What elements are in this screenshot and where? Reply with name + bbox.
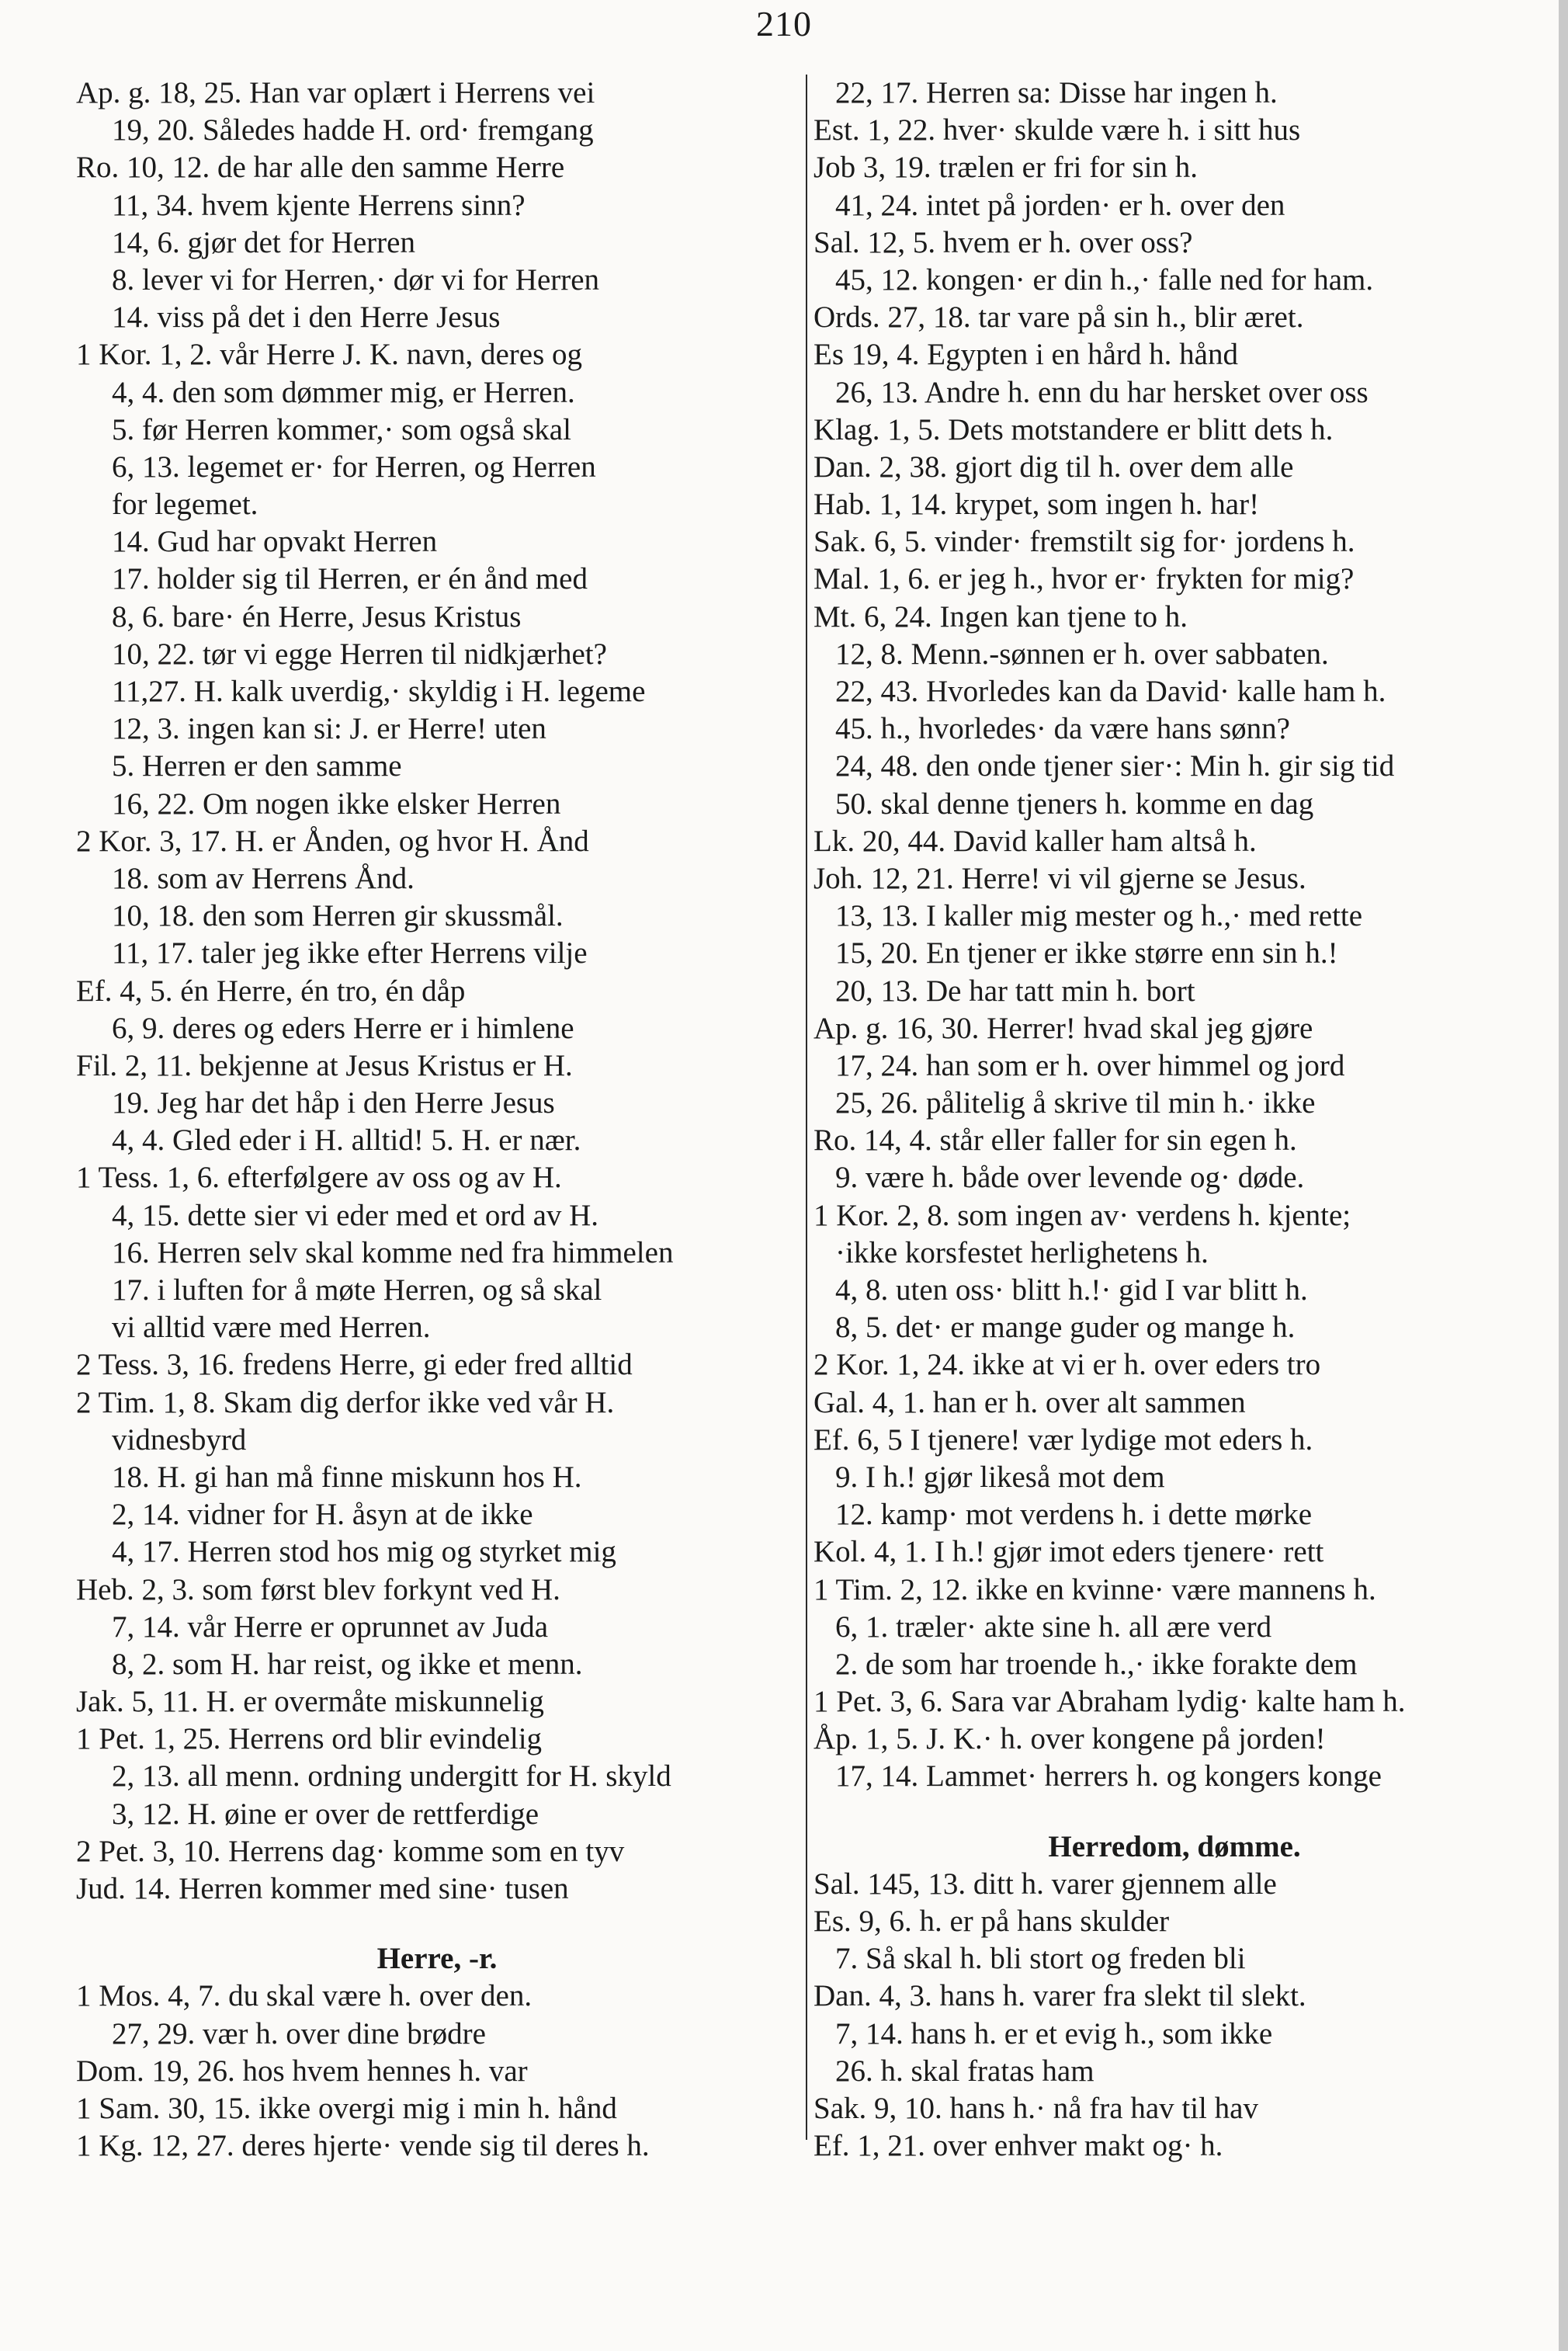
index-entry: 8, 2. som H. har reist, og ikke et menn. [112, 1647, 583, 1681]
index-entry: Sal. 12, 5. hvem er h. over oss? [813, 225, 1193, 259]
index-entry: Ro. 10, 12. de har alle den samme Herre [76, 151, 565, 185]
index-entry: Joh. 12, 21. Herre! vi vil gjerne se Jesus. [813, 861, 1306, 895]
index-entry: 4, 15. dette sier vi eder med et ord av H. [112, 1198, 599, 1232]
index-entry: Ap. g. 18, 25. Han var oplært i Herrens vei [76, 76, 595, 109]
index-entry: 2 Kor. 1, 24. ikke at vi er h. over eders tro [813, 1348, 1321, 1382]
index-entry: 6, 1. træler· akte sine h. all ære verd [835, 1610, 1272, 1644]
index-entry: Jud. 14. Herren kommer med sine· tusen [76, 1872, 569, 1905]
index-entry: 1 Kor. 2, 8. som ingen av· verdens h. kjente; [813, 1198, 1351, 1232]
index-entry: 4, 8. uten oss· blitt h.!· gid I var blitt h. [835, 1273, 1308, 1307]
index-entry: 10, 22. tør vi egge Herren til nidkjærhet? [112, 637, 607, 671]
index-entry: 2 Pet. 3, 10. Herrens dag· komme som en tyv [76, 1834, 625, 1868]
index-entry: 11, 34. hvem kjente Herrens sinn? [112, 188, 526, 222]
index-entry: Job 3, 19. trælen er fri for sin h. [813, 151, 1199, 185]
index-entry: ·ikke korsfestet herlighetens h. [835, 1235, 1209, 1269]
index-entry: 25, 26. pålitelig å skrive til min h.· ikke [835, 1086, 1316, 1120]
index-entry: 1 Kg. 12, 27. deres hjerte· vende sig til deres h. [76, 2129, 650, 2163]
index-entry: 2 Tess. 3, 16. fredens Herre, gi eder fred alltid [76, 1348, 633, 1382]
index-entry: 26. h. skal fratas ham [835, 2054, 1094, 2088]
section-gap [813, 1796, 1535, 1828]
index-entry: 26, 13. Andre h. enn du har hersket over oss [835, 375, 1369, 409]
index-entry: 3, 12. H. øine er over de rettferdige [112, 1797, 539, 1831]
index-entry: 7, 14. vår Herre er oprunnet av Juda [112, 1610, 549, 1644]
index-entry: Ro. 14, 4. står eller faller for sin egen h. [813, 1123, 1297, 1158]
section-gap [76, 1908, 798, 1940]
index-entry: 14. viss på det i den Herre Jesus [112, 300, 501, 335]
index-entry: 11, 17. taler jeg ikke efter Herrens vilje [112, 936, 588, 971]
column-divider [806, 75, 807, 2140]
index-entry: Fil. 2, 11. bekjenne at Jesus Kristus er H. [76, 1048, 573, 1082]
index-entry: 12, 8. Menn.-sønnen er h. over sabbaten. [835, 637, 1329, 671]
index-entry: for legemet. [112, 488, 258, 522]
index-entry: 16, 22. Om nogen ikke elsker Herren [112, 787, 561, 821]
index-entry: 14. Gud har opvakt Herren [112, 525, 438, 559]
index-entry: 17, 24. han som er h. over himmel og jord [835, 1048, 1345, 1082]
index-entry: 15, 20. En tjener er ikke større enn sin h.! [835, 936, 1338, 971]
index-entry: 8. lever vi for Herren,· dør vi for Herren [112, 262, 600, 297]
index-entry: 4, 17. Herren stod hos mig og styrket mig [112, 1535, 616, 1569]
index-entry: 14, 6. gjør det for Herren [112, 225, 415, 259]
index-entry: Kol. 4, 1. I h.! gjør imot eders tjenere· rett [813, 1535, 1324, 1569]
index-entry: Hab. 1, 14. krypet, som ingen h. har! [813, 488, 1260, 522]
index-entry: 4, 4. Gled eder i H. alltid! 5. H. er nær. [112, 1123, 581, 1158]
index-entry: 24, 48. den onde tjener sier·: Min h. gir sig tid [835, 749, 1395, 783]
index-entry: vi alltid være med Herren. [112, 1311, 431, 1345]
index-entry: 1 Tim. 2, 12. ikke en kvinne· være mannens h. [813, 1572, 1376, 1606]
index-entry: Lk. 20, 44. David kaller ham altså h. [813, 824, 1257, 858]
index-entry: Klag. 1, 5. Dets motstandere er blitt dets h. [813, 412, 1334, 446]
index-entry: 8, 5. det· er mange guder og mange h. [835, 1311, 1296, 1345]
index-entry: 2, 14. vidner for H. åsyn at de ikke [112, 1498, 533, 1532]
index-entry: 1 Sam. 30, 15. ikke overgi mig i min h. hånd [76, 2091, 617, 2125]
section-heading: Herre, -r. [376, 1942, 498, 1976]
index-entry: Sal. 145, 13. ditt h. varer gjennem alle [813, 1867, 1277, 1901]
index-entry: 16. Herren selv skal komme ned fra himmelen [112, 1235, 674, 1269]
index-entry: 19, 20. Således hadde H. ord· fremgang [112, 113, 594, 148]
page-edge-shadow [1559, 0, 1568, 2351]
index-entry: 1 Pet. 1, 25. Herrens ord blir evindelig [76, 1722, 543, 1756]
index-entry: Ef. 6, 5 I tjenere! vær lydige mot eders h. [813, 1422, 1313, 1457]
index-entry: Sak. 6, 5. vinder· fremstilt sig for· jordens h. [813, 525, 1355, 559]
index-entry: 2 Kor. 3, 17. H. er Ånden, og hvor H. Ånd [76, 824, 589, 858]
index-entry: 27, 29. vær h. over dine brødre [112, 2016, 486, 2051]
index-entry: 1 Kor. 1, 2. vår Herre J. K. navn, deres og [76, 338, 582, 372]
page-number: 210 [756, 4, 812, 43]
index-entry: 50. skal denne tjeners h. komme en dag [835, 787, 1314, 821]
index-entry: Es. 9, 6. h. er på hans skulder [813, 1905, 1170, 1938]
index-entry: 1 Tess. 1, 6. efterfølgere av oss og av H. [76, 1161, 562, 1195]
index-entry: Es 19, 4. Egypten i en hård h. hånd [813, 338, 1238, 372]
index-entry: 13, 13. I kaller mig mester og h.,· med rette [835, 899, 1363, 933]
index-entry: 5. Herren er den samme [112, 749, 402, 783]
right-column [813, 75, 1535, 2165]
index-entry: 4, 4. den som dømmer mig, er Herren. [112, 375, 575, 409]
index-entry: 12, 3. ingen kan si: J. er Herre! uten [112, 712, 546, 746]
index-entry: 10, 18. den som Herren gir skussmål. [112, 899, 564, 933]
index-entry: 6, 9. deres og eders Herre er i himlene [112, 1011, 574, 1045]
index-entry: 9. I h.! gjør likeså mot dem [835, 1460, 1165, 1494]
index-entry: 45. h., hvorledes· da være hans sønn? [835, 712, 1290, 746]
index-entry: 5. før Herren kommer,· som også skal [112, 412, 571, 446]
section-heading: Herredom, dømme. [1048, 1829, 1301, 1863]
index-entry: 18. H. gi han må finne miskunn hos H. [112, 1460, 582, 1494]
index-entry: Heb. 2, 3. som først blev forkynt ved H. [76, 1572, 560, 1606]
index-entry: Ef. 1, 21. over enhver makt og· h. [813, 2129, 1223, 2163]
index-entry: 11,27. H. kalk uverdig,· skyldig i H. legeme [112, 675, 646, 708]
left-column [76, 75, 798, 2165]
index-entry: 9. være h. både over levende og· døde. [835, 1161, 1305, 1195]
index-entry: 19. Jeg har det håp i den Herre Jesus [112, 1086, 555, 1120]
index-entry: 7, 14. hans h. er et evig h., som ikke [835, 2016, 1273, 2051]
index-entry: 22, 43. Hvorledes kan da David· kalle ham h. [835, 675, 1386, 708]
index-entry: 20, 13. De har tatt min h. bort [835, 974, 1195, 1008]
index-entry: 7. Så skal h. bli stort og freden bli [835, 1942, 1246, 1976]
index-entry: Ef. 4, 5. én Herre, én tro, én dåp [76, 974, 466, 1008]
index-entry: 41, 24. intet på jorden· er h. over den [835, 188, 1285, 222]
index-entry: Ords. 27, 18. tar vare på sin h., blir æret. [813, 300, 1304, 335]
index-entry: 12. kamp· mot verdens h. i dette mørke [835, 1498, 1313, 1532]
index-entry: 8, 6. bare· én Herre, Jesus Kristus [112, 599, 522, 634]
index-entry: vidnesbyrd [112, 1422, 247, 1457]
index-entry: 2 Tim. 1, 8. Skam dig derfor ikke ved vår H. [76, 1385, 615, 1419]
index-entry: 17. holder sig til Herren, er én ånd med [112, 562, 588, 596]
index-entry: 45, 12. kongen· er din h.,· falle ned for ham. [835, 262, 1374, 297]
index-entry: 18. som av Herrens Ånd. [112, 861, 415, 895]
index-entry: Ap. g. 16, 30. Herrer! hvad skal jeg gjøre [813, 1011, 1313, 1045]
index-entry: Sak. 9, 10. hans h.· nå fra hav til hav [813, 2091, 1258, 2125]
index-entry: 2, 13. all menn. ordning undergitt for H. skyld [112, 1759, 671, 1794]
index-entry: Dan. 2, 38. gjort dig til h. over dem alle [813, 450, 1294, 484]
index-entry: Jak. 5, 11. H. er overmåte miskunnelig [76, 1685, 544, 1719]
index-entry: Mt. 6, 24. Ingen kan tjene to h. [813, 599, 1188, 634]
index-entry: Åp. 1, 5. J. K.· h. over kongene på jorden! [813, 1722, 1326, 1756]
index-entry: Mal. 1, 6. er jeg h., hvor er· frykten for mig? [813, 562, 1355, 596]
index-entry: 17, 14. Lammet· herrers h. og kongers konge [835, 1759, 1382, 1794]
index-entry: 22, 17. Herren sa: Disse har ingen h. [835, 76, 1278, 109]
index-entry: 2. de som har troende h.,· ikke forakte dem [835, 1647, 1358, 1681]
index-entry: Dom. 19, 26. hos hvem hennes h. var [76, 2054, 528, 2088]
index-entry: Gal. 4, 1. han er h. over alt sammen [813, 1385, 1246, 1419]
index-entry: 1 Mos. 4, 7. du skal være h. over den. [76, 1979, 532, 2013]
index-entry: 1 Pet. 3, 6. Sara var Abraham lydig· kalte ham h. [813, 1685, 1406, 1719]
index-entry: 6, 13. legemet er· for Herren, og Herren [112, 450, 596, 484]
index-entry: Dan. 4, 3. hans h. varer fra slekt til slekt. [813, 1979, 1306, 2013]
index-entry: 17. i luften for å møte Herren, og så skal [112, 1273, 602, 1307]
index-entry: Est. 1, 22. hver· skulde være h. i sitt hus [813, 113, 1301, 148]
